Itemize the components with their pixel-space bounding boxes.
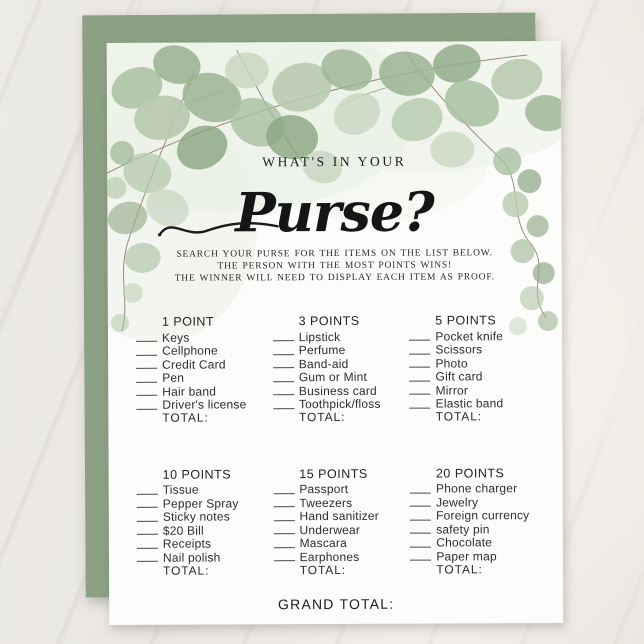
checklist-item <box>273 496 402 510</box>
item-label: Cellphone <box>162 343 218 359</box>
checklist-item <box>409 329 538 343</box>
checklist-item <box>136 371 265 385</box>
item-label: Perfume <box>298 343 346 358</box>
section-total-label: TOTAL: <box>163 563 210 578</box>
write-in-blank <box>410 538 431 547</box>
write-in-blank <box>409 332 430 341</box>
write-in-blank <box>273 386 294 395</box>
write-in-blank <box>137 513 158 522</box>
checklist-item <box>410 383 539 397</box>
item-label: Band-aid <box>298 356 349 371</box>
write-in-blank <box>137 553 158 562</box>
checklist-item <box>273 482 402 496</box>
item-label: Gum or Mint <box>298 370 368 385</box>
write-in-blank <box>410 511 431 520</box>
checklist-item <box>137 523 266 537</box>
points-section <box>410 466 539 577</box>
section-total-label: TOTAL: <box>299 562 347 577</box>
title-script-wrap <box>107 165 561 259</box>
write-in-blank <box>273 498 294 507</box>
checklist-item <box>136 344 265 358</box>
write-in-blank <box>410 372 431 381</box>
write-in-blank <box>410 525 431 534</box>
instruction-line-1: SEARCH YOUR PURSE FOR THE ITEMS ON THE LIST BELOW. <box>176 248 493 260</box>
item-label: Gift card <box>435 369 483 384</box>
points-section <box>136 314 265 425</box>
checklist-item <box>137 496 266 510</box>
item-label: Mirror <box>435 383 469 398</box>
item-label: Underwear <box>299 522 361 537</box>
write-in-blank <box>410 552 431 561</box>
section-header: 10 POINTS <box>162 466 232 482</box>
checklist-item <box>273 523 402 537</box>
checklist-item <box>410 509 539 523</box>
write-in-blank <box>410 484 431 493</box>
item-label: Tissue <box>162 482 199 498</box>
points-section <box>273 314 402 425</box>
write-in-blank <box>136 360 157 369</box>
item-label: Pocket knife <box>435 329 504 344</box>
item-label: Foreign currency <box>436 508 530 523</box>
item-label: Nail polish <box>162 550 221 565</box>
item-label: Keys <box>161 330 190 345</box>
grand-total-label: GRAND TOTAL: <box>277 595 395 613</box>
write-in-blank <box>136 347 157 356</box>
checklist-item <box>410 536 539 550</box>
checklist-item <box>273 357 402 371</box>
section-header: 15 POINTS <box>299 466 368 481</box>
points-section <box>137 467 266 578</box>
checklist-item <box>136 357 265 371</box>
write-in-blank <box>136 401 157 410</box>
item-label: Credit Card <box>162 357 226 372</box>
item-label: Earphones <box>299 549 360 564</box>
item-label: Photo <box>435 356 468 371</box>
section-total-label: TOTAL: <box>435 409 483 424</box>
write-in-blank <box>137 486 158 495</box>
item-label: Lipstick <box>298 329 341 344</box>
write-in-blank <box>137 526 158 535</box>
checklist-item <box>273 384 402 398</box>
section-header: 20 POINTS <box>435 465 505 481</box>
item-label: Mascara <box>299 536 348 551</box>
write-in-blank <box>136 374 157 383</box>
write-in-blank <box>409 345 430 354</box>
section-items <box>273 482 402 564</box>
checklist-item <box>274 536 403 550</box>
title-eyebrow: WHAT'S IN YOUR <box>262 153 407 170</box>
write-in-blank <box>410 399 431 408</box>
checklist-item <box>137 510 266 524</box>
item-label: Toothpick/floss <box>298 397 381 412</box>
checklist-item <box>410 522 539 536</box>
write-in-blank <box>273 373 294 382</box>
checklist-item <box>273 370 402 384</box>
section-header: 1 POINT <box>161 314 215 329</box>
item-label: Driver's license <box>162 397 247 413</box>
item-label: Receipts <box>162 536 212 552</box>
write-in-blank <box>410 498 431 507</box>
section-items <box>409 329 538 411</box>
write-in-blank <box>137 499 158 508</box>
checklist-item <box>409 343 538 357</box>
section-total-label: TOTAL: <box>162 410 209 425</box>
checklist-item <box>137 537 266 551</box>
section-header: 5 POINTS <box>435 313 497 328</box>
write-in-blank <box>409 359 430 368</box>
title-script: Purse? <box>234 179 434 245</box>
write-in-blank <box>273 485 294 494</box>
section-total-label: TOTAL: <box>298 409 346 425</box>
checklist-item <box>410 495 539 509</box>
item-label: Chocolate <box>436 535 493 550</box>
points-section <box>273 466 402 577</box>
write-in-blank <box>136 387 157 396</box>
write-in-blank <box>273 400 294 409</box>
calligraphy-swash-icon <box>155 212 281 243</box>
checklist-item <box>409 370 538 384</box>
section-total-label: TOTAL: <box>436 561 483 577</box>
checklist-item <box>273 509 402 523</box>
item-label: Business card <box>298 383 377 398</box>
checklist-item <box>410 549 539 563</box>
write-in-blank <box>274 552 295 561</box>
write-in-blank <box>410 386 431 395</box>
write-in-blank <box>273 512 294 521</box>
write-in-blank <box>136 333 157 342</box>
instructions <box>108 247 562 285</box>
checklist-item <box>274 550 403 564</box>
points-sections-grid <box>136 313 539 578</box>
write-in-blank <box>274 539 295 548</box>
write-in-blank <box>137 540 158 549</box>
section-header: 3 POINTS <box>298 313 360 329</box>
item-label: Tweezers <box>299 495 353 510</box>
item-label: Passport <box>299 482 349 497</box>
section-items <box>137 483 266 565</box>
write-in-blank <box>273 359 294 368</box>
instruction-line-2: THE PERSON WITH THE MOST POINTS WINS! <box>217 260 452 272</box>
checklist-item <box>136 384 265 398</box>
item-label: Pepper Spray <box>162 496 239 511</box>
item-label: $20 Bill <box>162 523 204 538</box>
write-in-blank <box>273 525 294 534</box>
item-label: Paper map <box>436 549 497 564</box>
item-label: Sticky notes <box>162 509 230 525</box>
write-in-blank <box>273 346 294 355</box>
item-label: safety pin <box>436 522 490 537</box>
item-label: Pen <box>162 370 185 386</box>
purse-game-card <box>107 41 564 625</box>
section-items <box>410 482 539 564</box>
item-label: Jewelry <box>436 495 479 510</box>
item-label: Elastic band <box>435 396 504 411</box>
section-items <box>136 330 265 412</box>
checklist-item <box>409 356 538 370</box>
instruction-line-3: THE WINNER WILL NEED TO DISPLAY EACH ITEM AS PROOF. <box>174 272 495 284</box>
checklist-item <box>137 550 266 564</box>
checklist-item <box>273 343 402 357</box>
item-label: Hair band <box>162 384 217 399</box>
checklist-item <box>410 482 539 496</box>
checklist-item <box>136 330 265 344</box>
item-label: Hand sanitizer <box>299 509 380 524</box>
checklist-item <box>273 330 402 344</box>
write-in-blank <box>273 332 294 341</box>
item-label: Scissors <box>435 342 483 357</box>
section-items <box>273 330 402 412</box>
item-label: Phone charger <box>435 481 518 496</box>
checklist-item <box>137 483 266 497</box>
points-section <box>409 313 538 424</box>
